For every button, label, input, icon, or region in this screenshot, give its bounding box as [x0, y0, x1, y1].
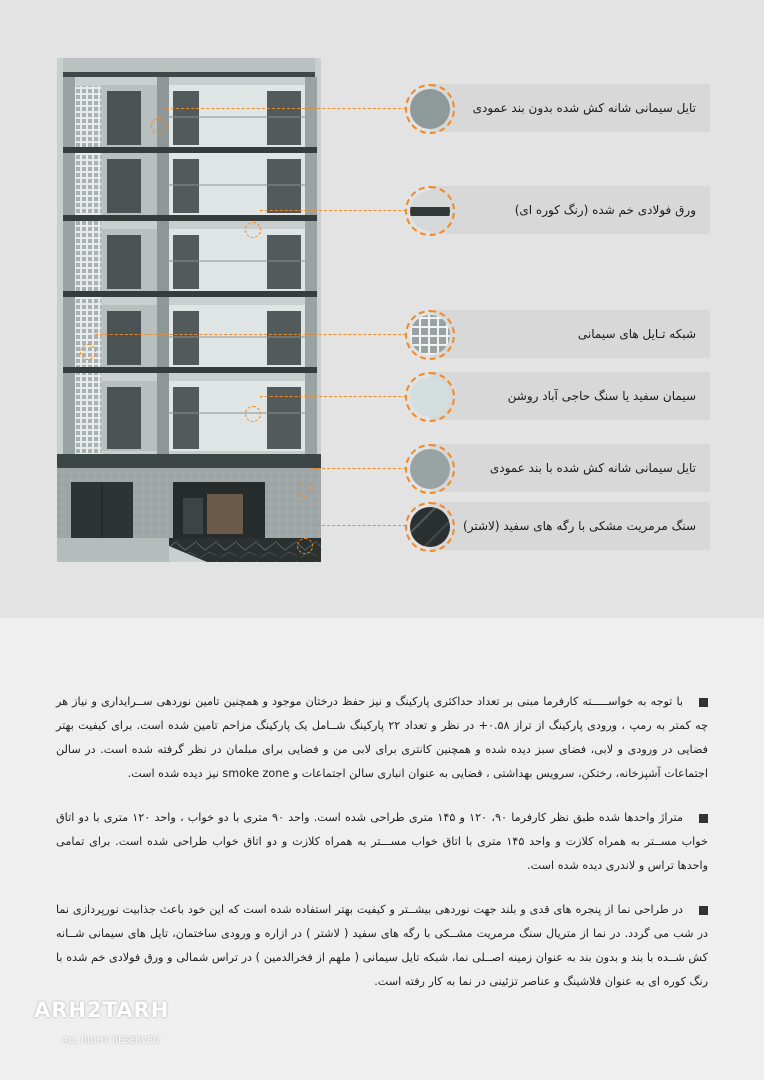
bullet-icon	[699, 814, 708, 823]
leader-line-5	[312, 468, 406, 469]
callout-black-marble	[430, 502, 710, 550]
paragraph-2: متراژ واحدها شده طبق نظر کارفرما ۹۰، ۱۲۰ و ۱۴۵ متری طراحی شده است. واحد ۹۰ متری با دو خواب ، واحد ۱۲۰ متری با دو اتاق خواب مســتر به همراه کلازت و واحد ۱۴۵ متری با اتاق خواب مســـتر به همراه کلازت و دو اتاق خواب طراحی شده است. برای تمامی واحدها تراس و لاندری دیده شده است.	[56, 811, 708, 872]
marker-2	[245, 222, 261, 238]
callout-jointed-tile	[430, 444, 710, 492]
callout-label: ورق فولادی خم شده (رنگ کوره ای)	[514, 203, 696, 217]
concrete-tile-icon	[405, 84, 455, 134]
jointed-tile-icon	[405, 444, 455, 494]
logo-name: ARH2TARH	[34, 998, 170, 1022]
callout-concrete-tile	[430, 84, 710, 132]
marker-6	[297, 538, 313, 554]
marker-3	[80, 344, 96, 360]
leader-line-6	[312, 525, 406, 526]
paragraph-1: با توجه به خواســـــته کارفرما مبنی بر تعداد حداکثری پارکینگ و نیز حفظ درختان موجود و همچنین تامین نوردهی ســرایداری و نیاز هر چه کمتر به رمپ ، ورودی پارکینگ از تراز ۰.۵۸+ در نظر و تعداد ۲۲ پارکینگ شــامل یک پارکینگ مزاحم تامین شده است. برای کیفیت بهتر فضایی در ورودی و لابی، فضای سبز دیده شده و همچنین کانتری برای لابی من و فضایی برای مبلمان در نظر گرفته شده است. در سالن اجتماعات آشپزخانه، رختکن، سرویس بهداشتی ، فضایی به عنوان انباری سالن اجتماعات و smoke zone نیز دیده شده است.	[56, 695, 708, 780]
leader-line-3	[95, 334, 406, 335]
black-marble-icon	[405, 502, 455, 552]
grid-tile-icon	[405, 310, 455, 360]
logo-tagline: ALL RIGHT RESERVED	[62, 1036, 160, 1046]
leader-line-4	[260, 396, 406, 397]
callout-white-cement	[430, 372, 710, 420]
leader-line-2	[260, 210, 406, 211]
marker-1	[151, 118, 167, 134]
callout-label: سنگ مرمریت مشکی با رگه های سفید (لاشتر)	[463, 519, 696, 533]
paragraph-3: در طراحی نما از پنجره های قدی و بلند جهت نوردهی بیشــتر و کیفیت بهتر استفاده شده است که این خود باعث جذابیت نورپردازی نما در شب می گردد. در نما از متریال سنگ مرمریت مشــکی با رگه های سفید ( لاشتر ) در ازاره و ورودی ساختمان، تایل های سیمانی شــانه کش شــده با بند و بدون بند به عنوان زمینه اصــلی نما، شبکه تایل سیمانی ( ملهم از فخرالدمین ) در تراس شمالی و ورق فولادی خم شده با رنگ کوره ای به عنوان فلاشینگ و عناصر تزئینی در نما به کار رفته است.	[56, 903, 708, 988]
callout-grid-tile	[430, 310, 710, 358]
bullet-icon	[699, 906, 708, 915]
building-facade	[57, 58, 321, 562]
callout-steel-sheet	[430, 186, 710, 234]
bullet-icon	[699, 698, 708, 707]
description-text	[56, 690, 708, 1014]
white-cement-icon	[405, 372, 455, 422]
callout-label: تایل سیمانی شانه کش شده با بند عمودی	[489, 461, 696, 475]
steel-sheet-icon	[405, 186, 455, 236]
marker-4	[245, 406, 261, 422]
callout-label: سیمان سفید یا سنگ حاجی آباد روشن	[507, 389, 696, 403]
marker-5	[297, 481, 313, 497]
callout-label: شبکه تـایل های سیمانی	[577, 327, 696, 341]
callout-label: تایل سیمانی شانه کش شده بدون بند عمودی	[472, 101, 696, 115]
watermark-logo	[28, 998, 178, 1058]
leader-line-1	[166, 108, 406, 109]
